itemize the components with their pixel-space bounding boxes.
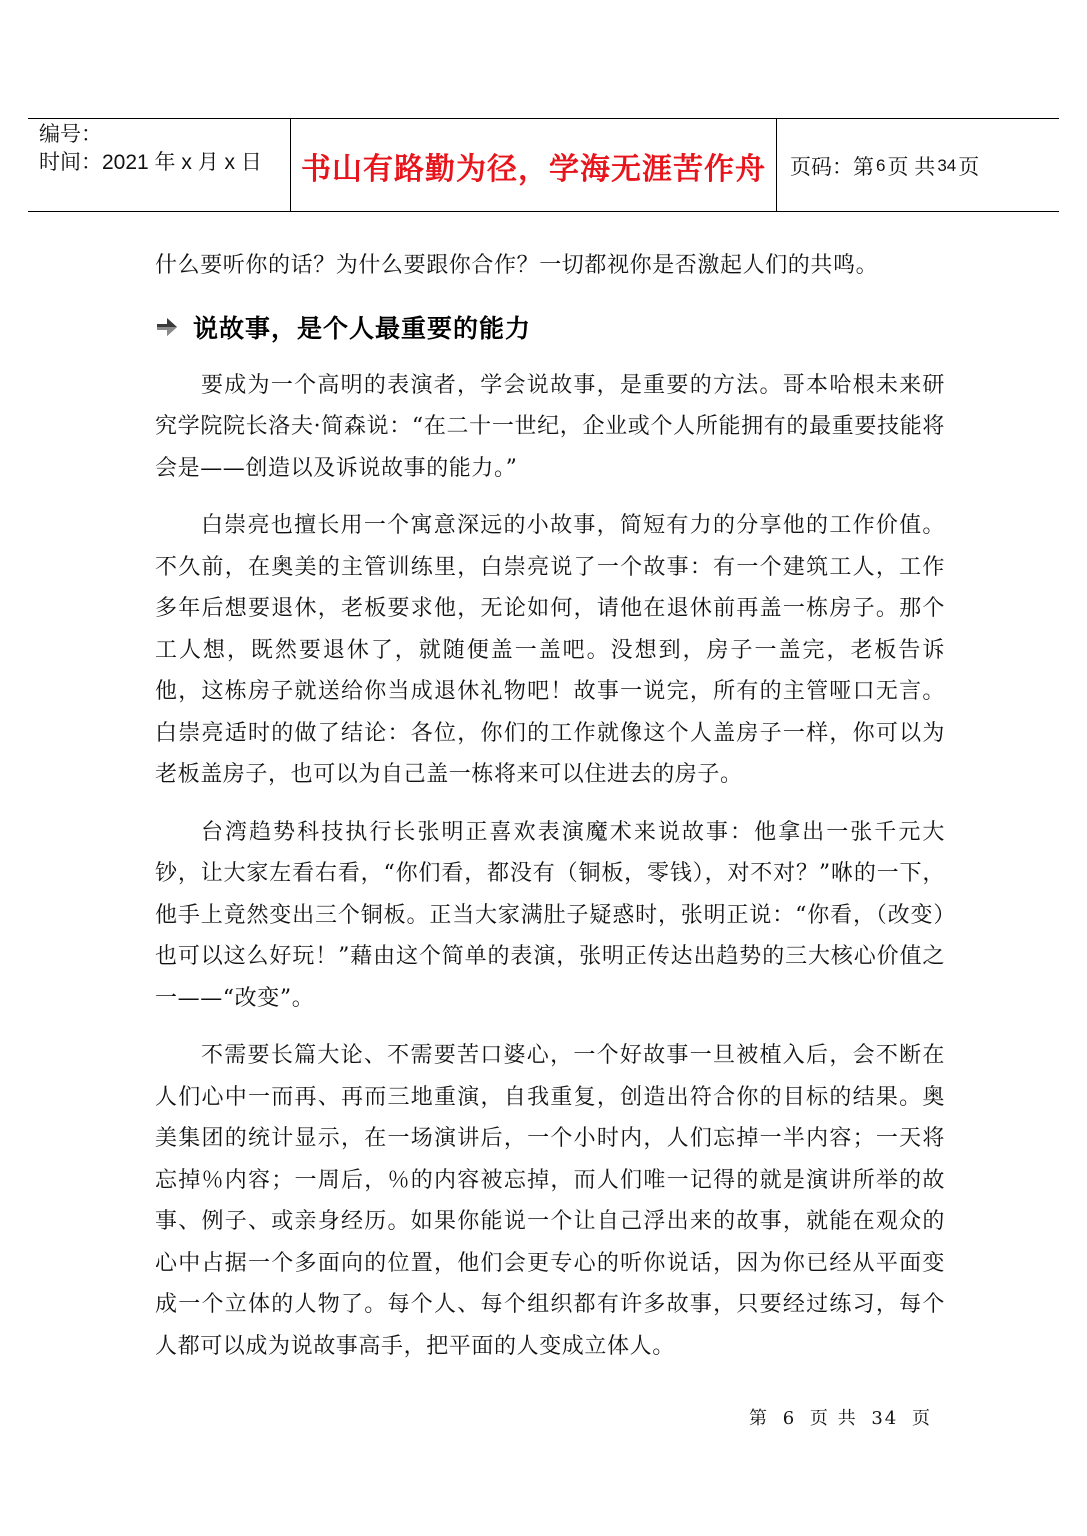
arrow-bullet-icon [155,315,179,339]
header-motto: 书山有路勤为径，学海无涯苦作舟 [301,152,766,187]
footer-prefix: 第 [748,1408,769,1429]
date-label: 时间：2021 年 x 月 x 日 [39,151,262,174]
paragraph: 不需要长篇大论、不需要苦口婆心，一个好故事一旦被植入后，会不断在人们心中一而再、再而三地重演，自我重复，创造出符合你的目标的结果。奥美集团的统计显示，在一场演讲后，一个小时内，人们忘掉一半内容；一天将忘掉％内容；一周后，％的内容被忘掉，而人们唯一记得的就是演讲所举的故事、例子、或亲身经历。如果你能说一个让自己浮出来的故事，就能在观众的心中占据一个多面向的位置，他们会更专心的听你说话，因为你已经从平面变成一个立体的人物了。每个人、每个组织都有许多故事，只要经过练习，每个人都可以成为说故事高手，把平面的人变成立体人。 [155,1043,945,1359]
header-meta [39,121,262,177]
document-body [155,245,945,1383]
footer-mid: 页 共 [809,1408,858,1429]
footer-total: 34 [871,1408,899,1429]
section-heading [155,307,945,347]
document-header [28,118,1059,212]
page-mid: 页 共 [887,156,936,179]
header-page-number [790,119,979,213]
page-current: 6 [876,156,886,175]
intro-line: 什么要听你的话？为什么要跟你合作？一切都视你是否激起人们的共鸣。 [155,253,879,278]
header-divider [776,119,777,211]
page-prefix: 页码：第 [790,156,874,179]
page-suffix: 页 [958,156,980,179]
page-footer [749,1404,932,1430]
section-title: 说故事，是个人最重要的能力 [193,313,532,343]
paragraph: 白崇亮也擅长用一个寓意深远的小故事，简短有力的分享他的工作价值。不久前，在奥美的主管训练里，白崇亮说了一个故事：有一个建筑工人，工作多年后想要退休，老板要求他，无论如何，请他在退休前再盖一栋房子。那个工人想，既然要退休了，就随便盖一盖吧。没想到，房子一盖完，老板告诉他，这栋房子就送给你当成退休礼物吧！故事一说完，所有的主管哑口无言。白崇亮适时的做了结论：各位，你们的工作就像这个人盖房子一样，你可以为老板盖房子，也可以为自己盖一栋将来可以住进去的房子。 [155,513,945,787]
footer-current: 6 [782,1408,797,1429]
serial-number-label: 编号： [39,123,102,146]
footer-suffix: 页 [912,1408,932,1429]
paragraph: 要成为一个高明的表演者，学会说故事，是重要的方法。哥本哈根未来研究学院院长洛夫·简森说：“在二十一世纪，企业或个人所能拥有的最重要技能将会是——创造以及诉说故事的能力。” [155,372,945,481]
page-total: 34 [937,156,957,175]
paragraph: 台湾趋势科技执行长张明正喜欢表演魔术来说故事：他拿出一张千元大钞，让大家左看右看，“你们看，都没有（铜板，零钱），对不对？”咻的一下，他手上竟然变出三个铜板。正当大家满肚子疑惑时，张明正说：“你看，（改变）也可以这么好玩！”藉由这个简单的表演，张明正传达出趋势的三大核心价值之一——“改变”。 [155,819,945,1011]
